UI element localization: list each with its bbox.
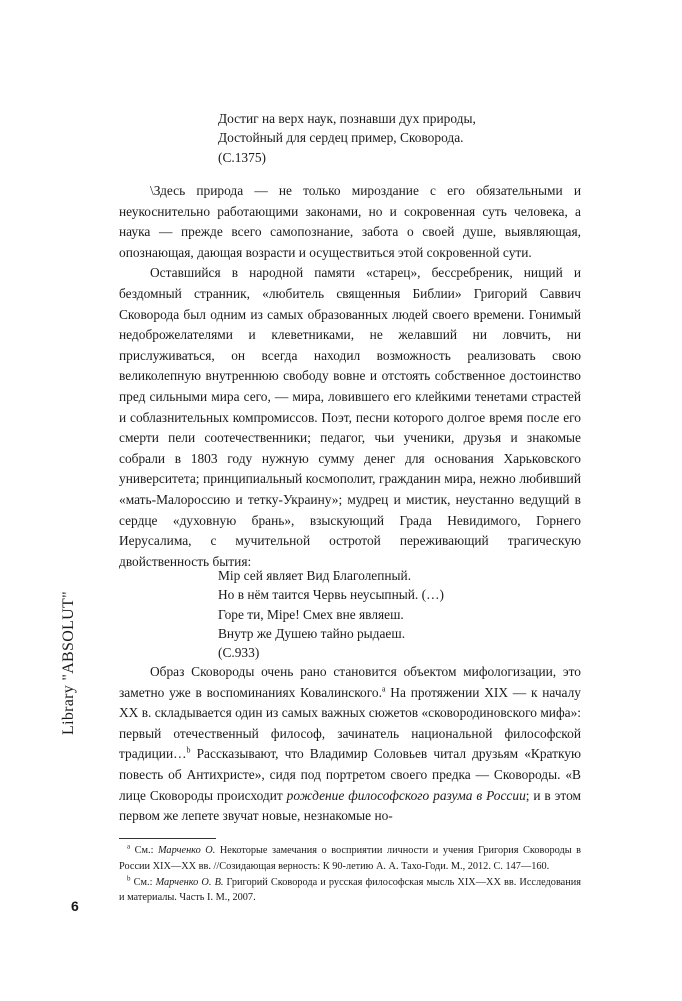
italic-emphasis: рождение философского разума в России	[286, 787, 526, 803]
main-text	[119, 181, 581, 572]
footnote: $^a$ См.: Марченко О. Некоторые замечания о восприятии личности и учения Григория Сковороды в России XIX—XX вв. //Созидающая верность: К 90-летию А. А. Тахо-Годи. М., 2012. С. 147—160.	[119, 842, 582, 872]
footnote-author: Марченко О.	[158, 845, 216, 856]
epigraph-verse	[218, 109, 476, 167]
main-text-continued	[119, 662, 581, 827]
footnote-ref[interactable]: b	[186, 745, 191, 755]
quoted-verse	[218, 566, 444, 662]
paragraph: \Здесь природа — не только мироздание с его обязательными и неукоснительно работающими законами, но и сокровенная суть человека, а наука — прежде всего самопознание, забота о своей душе, выявляющая, опознающая, дающая возрасти и осуществиться этой сокровенной сути.	[119, 183, 581, 260]
verse-line: Міp сей являет Вид Благолепный.	[218, 568, 412, 583]
footnote-divider	[119, 838, 216, 839]
verse-line: Горе ти, Міpе! Смех вне являеш.	[218, 606, 404, 622]
verse-line: Достиг на верх наук, познавши дух природы,	[218, 111, 476, 126]
verse-line: Внутр же Душею тайно рыдаеш.	[218, 625, 406, 641]
footnote-ref[interactable]: a	[381, 684, 386, 694]
watermark: Library "ABSOLUT"	[60, 591, 77, 735]
footnote: $^b$ См.: Марченко О. В. Григорий Сковорода и русская философская мысль XIX—XX вв. Исследования и материалы. Часть I. М., 2007.	[119, 874, 582, 904]
verse-citation: (С.933)	[218, 645, 260, 661]
paragraph: Оставшийся в народной памяти «старец», бессребреник, нищий и бездомный странник, «любитель священныя Библии» Григорий Саввич Сковорода был одним из самых образованных людей своего времени. Гонимый недоброжелателями и клеветниками, не желавший ни ловчить, ни прислуживаться, он всегда находил возможность реализовать свою великолепную внутреннюю свободу вовне и отстоять собственное достоинство пред сильными мира сего, — мира, ловившего его клейкими тенетами страстей и соблазнительных компромиссов. Поэт, песни которого долгое время после его смерти пели соотечественники; педагог, чьи ученики, друзья и знакомые собрали в 1803 году нужную сумму денег для основания Харьковского университета; принципиальный космополит, гражданин мира, нежно любивший «мать-Малороссию и тетку-Украину»; мудрец и мистик, неустанно ведущий в сердце «духовную брань», взыскующий Града Невидимого, Горнего Иерусалима, с мучительной остротой переживающий трагическую двойственность бытия:	[119, 265, 581, 569]
footnotes	[119, 843, 581, 906]
verse-line: Но в нём таится Червь неусыпный. (…)	[218, 587, 444, 603]
footnote-marker: b	[127, 874, 131, 883]
footnote-author: Марченко О. В.	[155, 876, 224, 888]
paragraph: Образ Сковороды очень рано становится объектом мифологизации, это заметно уже в воспоминаниях Ковалинского.$^a$ На протяжении XIX — к началу XX в. складывается один из самых важных сюжетов «сковородиновского мифа»: первый отечественный философ, зачинатель национальной философской традиции…$^b$ Рассказывают, что Владимир Соловьев читал друзьям «Краткую повесть об Антихристе», сидя под портретом своего предка — Сковороды. «В лице Сковороды происходит рождение философского разума в России; и в этом первом же лепете звучат новые, незнакомые но-	[119, 664, 581, 824]
page-number: 6	[71, 898, 79, 914]
footnote-marker: a	[127, 842, 131, 851]
verse-citation: (С.1375)	[218, 149, 266, 165]
verse-line: Достойный для сердец пример, Сковорода.	[218, 130, 464, 146]
